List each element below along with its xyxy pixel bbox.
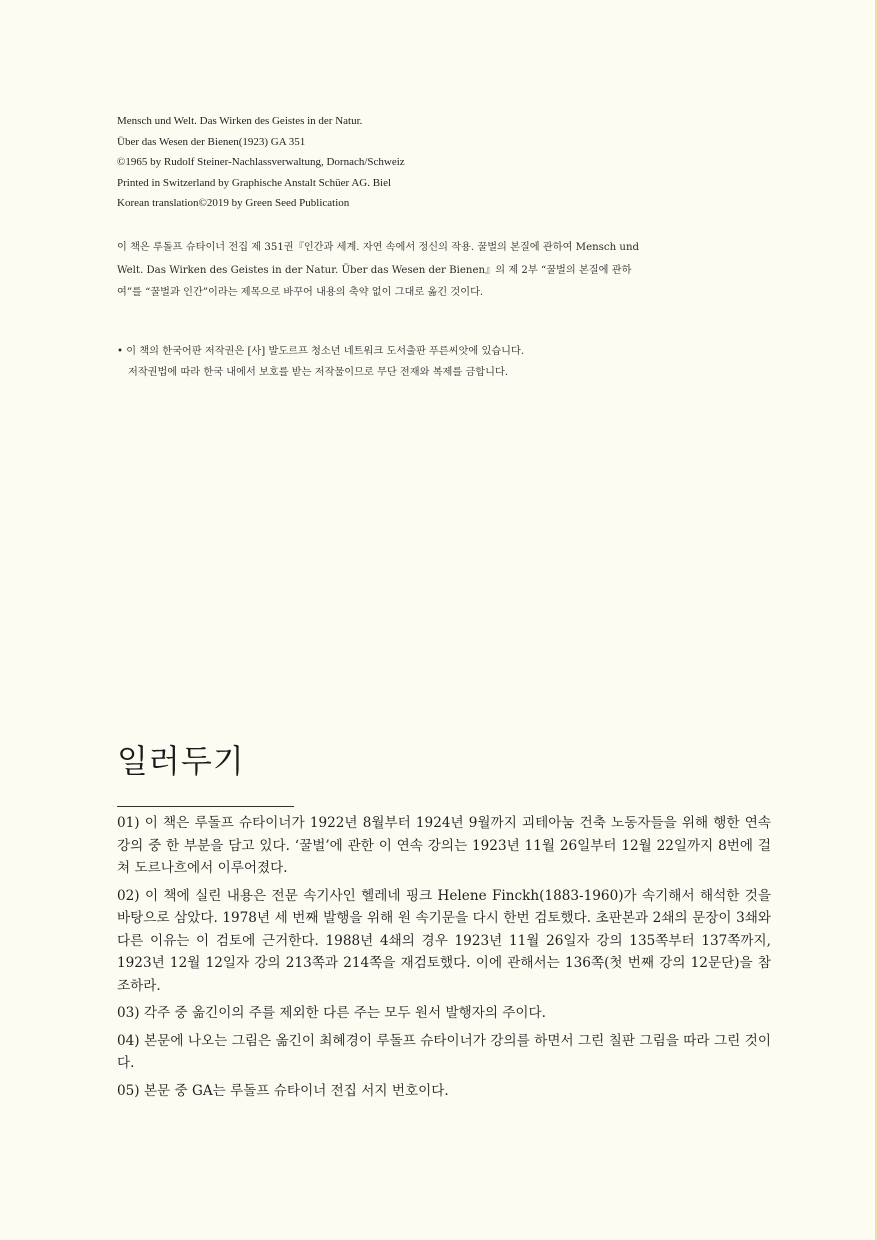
copyright-notice-line-1: • 이 책의 한국어판 저작권은 [사] 발도르프 청소년 네트워크 도서출판 푸른씨앗에 있습니다. bbox=[117, 346, 525, 357]
copyright-notice bbox=[117, 341, 677, 383]
notes-list bbox=[117, 812, 771, 1107]
notes-title-divider bbox=[117, 806, 294, 807]
note-item-04: 04) 본문에 나오는 그림은 옮긴이 최혜경이 루돌프 슈타이너가 강의를 하면서 그린 칠판 그림을 따라 그린 것이다. bbox=[117, 1032, 771, 1071]
copyright-korean-translation: Korean translation©2019 by Green Seed Publication bbox=[117, 197, 350, 209]
note-item-02: 02) 이 책에 실린 내용은 전문 속기사인 헬레네 핑크 Helene Finckh(1883-1960)가 속기해서 해석한 것을 바탕으로 삼았다. 1978년 세 번째 발행을 위해 원 속기문을 다시 한번 검토했다. 초판본과 2쇄의 문장이 3쇄와 다른 이유는 이 검토에 근거한다. 1988년 4쇄의 경우 1923년 11월 26일자 강의 135쪽부터 137쪽까지, 1923년 12월 12일자 강의 213쪽과 214쪽을 재검토했다. 이에 관해서는 136쪽(첫 번째 강의 12문단)을 참조하라. bbox=[117, 887, 771, 994]
copyright-notice-line-2: 저작권법에 따라 한국 내에서 보호를 받는 저작물이므로 무단 전재와 복제를 금합니다. bbox=[128, 367, 509, 378]
copyright-rights-holder: ©1965 by Rudolf Steiner-Nachlassverwaltung, Dornach/Schweiz bbox=[117, 156, 405, 168]
copyright-block bbox=[117, 111, 677, 214]
copyright-original-title: Mensch und Welt. Das Wirken des Geistes in der Natur. bbox=[117, 115, 363, 127]
note-item-01: 01) 이 책은 루돌프 슈타이너가 1922년 8월부터 1924년 9월까지 괴테아눔 건축 노동자들을 위해 행한 연속 강의 중 한 부분을 담고 있다. ‘꿀벌’에 관한 이 연속 강의는 1923년 11월 26일부터 12월 22일까지 8번에 걸쳐 도르나흐에서 이루어졌다. bbox=[117, 815, 771, 876]
notes-title: 일러두기 bbox=[117, 742, 245, 780]
copyright-original-subtitle: Über das Wesen der Bienen(1923) GA 351 bbox=[117, 135, 306, 148]
note-item-03: 03) 각주 중 옮긴이의 주를 제외한 다른 주는 모두 원서 발행자의 주이다. bbox=[117, 1005, 547, 1021]
copyright-printer: Printed in Switzerland by Graphische Anstalt Schüer AG. Biel bbox=[117, 176, 392, 189]
note-item-05: 05) 본문 중 GA는 루돌프 슈타이너 전집 서지 번호이다. bbox=[117, 1082, 449, 1099]
intro-paragraph: 이 책은 루돌프 슈타이너 전집 제 351권『인간과 세계. 자연 속에서 정신의 작용. 꿀벌의 본질에 관하여 Mensch und Welt. Das Wirken des Geistes in der Natur. Über das Wesen der Bienen』의 제 2부 “꿀벌의 본질에 관하여”를 “꿀벌과 인간”이라는 제목으로 바꾸어 내용의 축약 없이 그대로 옮긴 것이다. bbox=[117, 242, 640, 298]
